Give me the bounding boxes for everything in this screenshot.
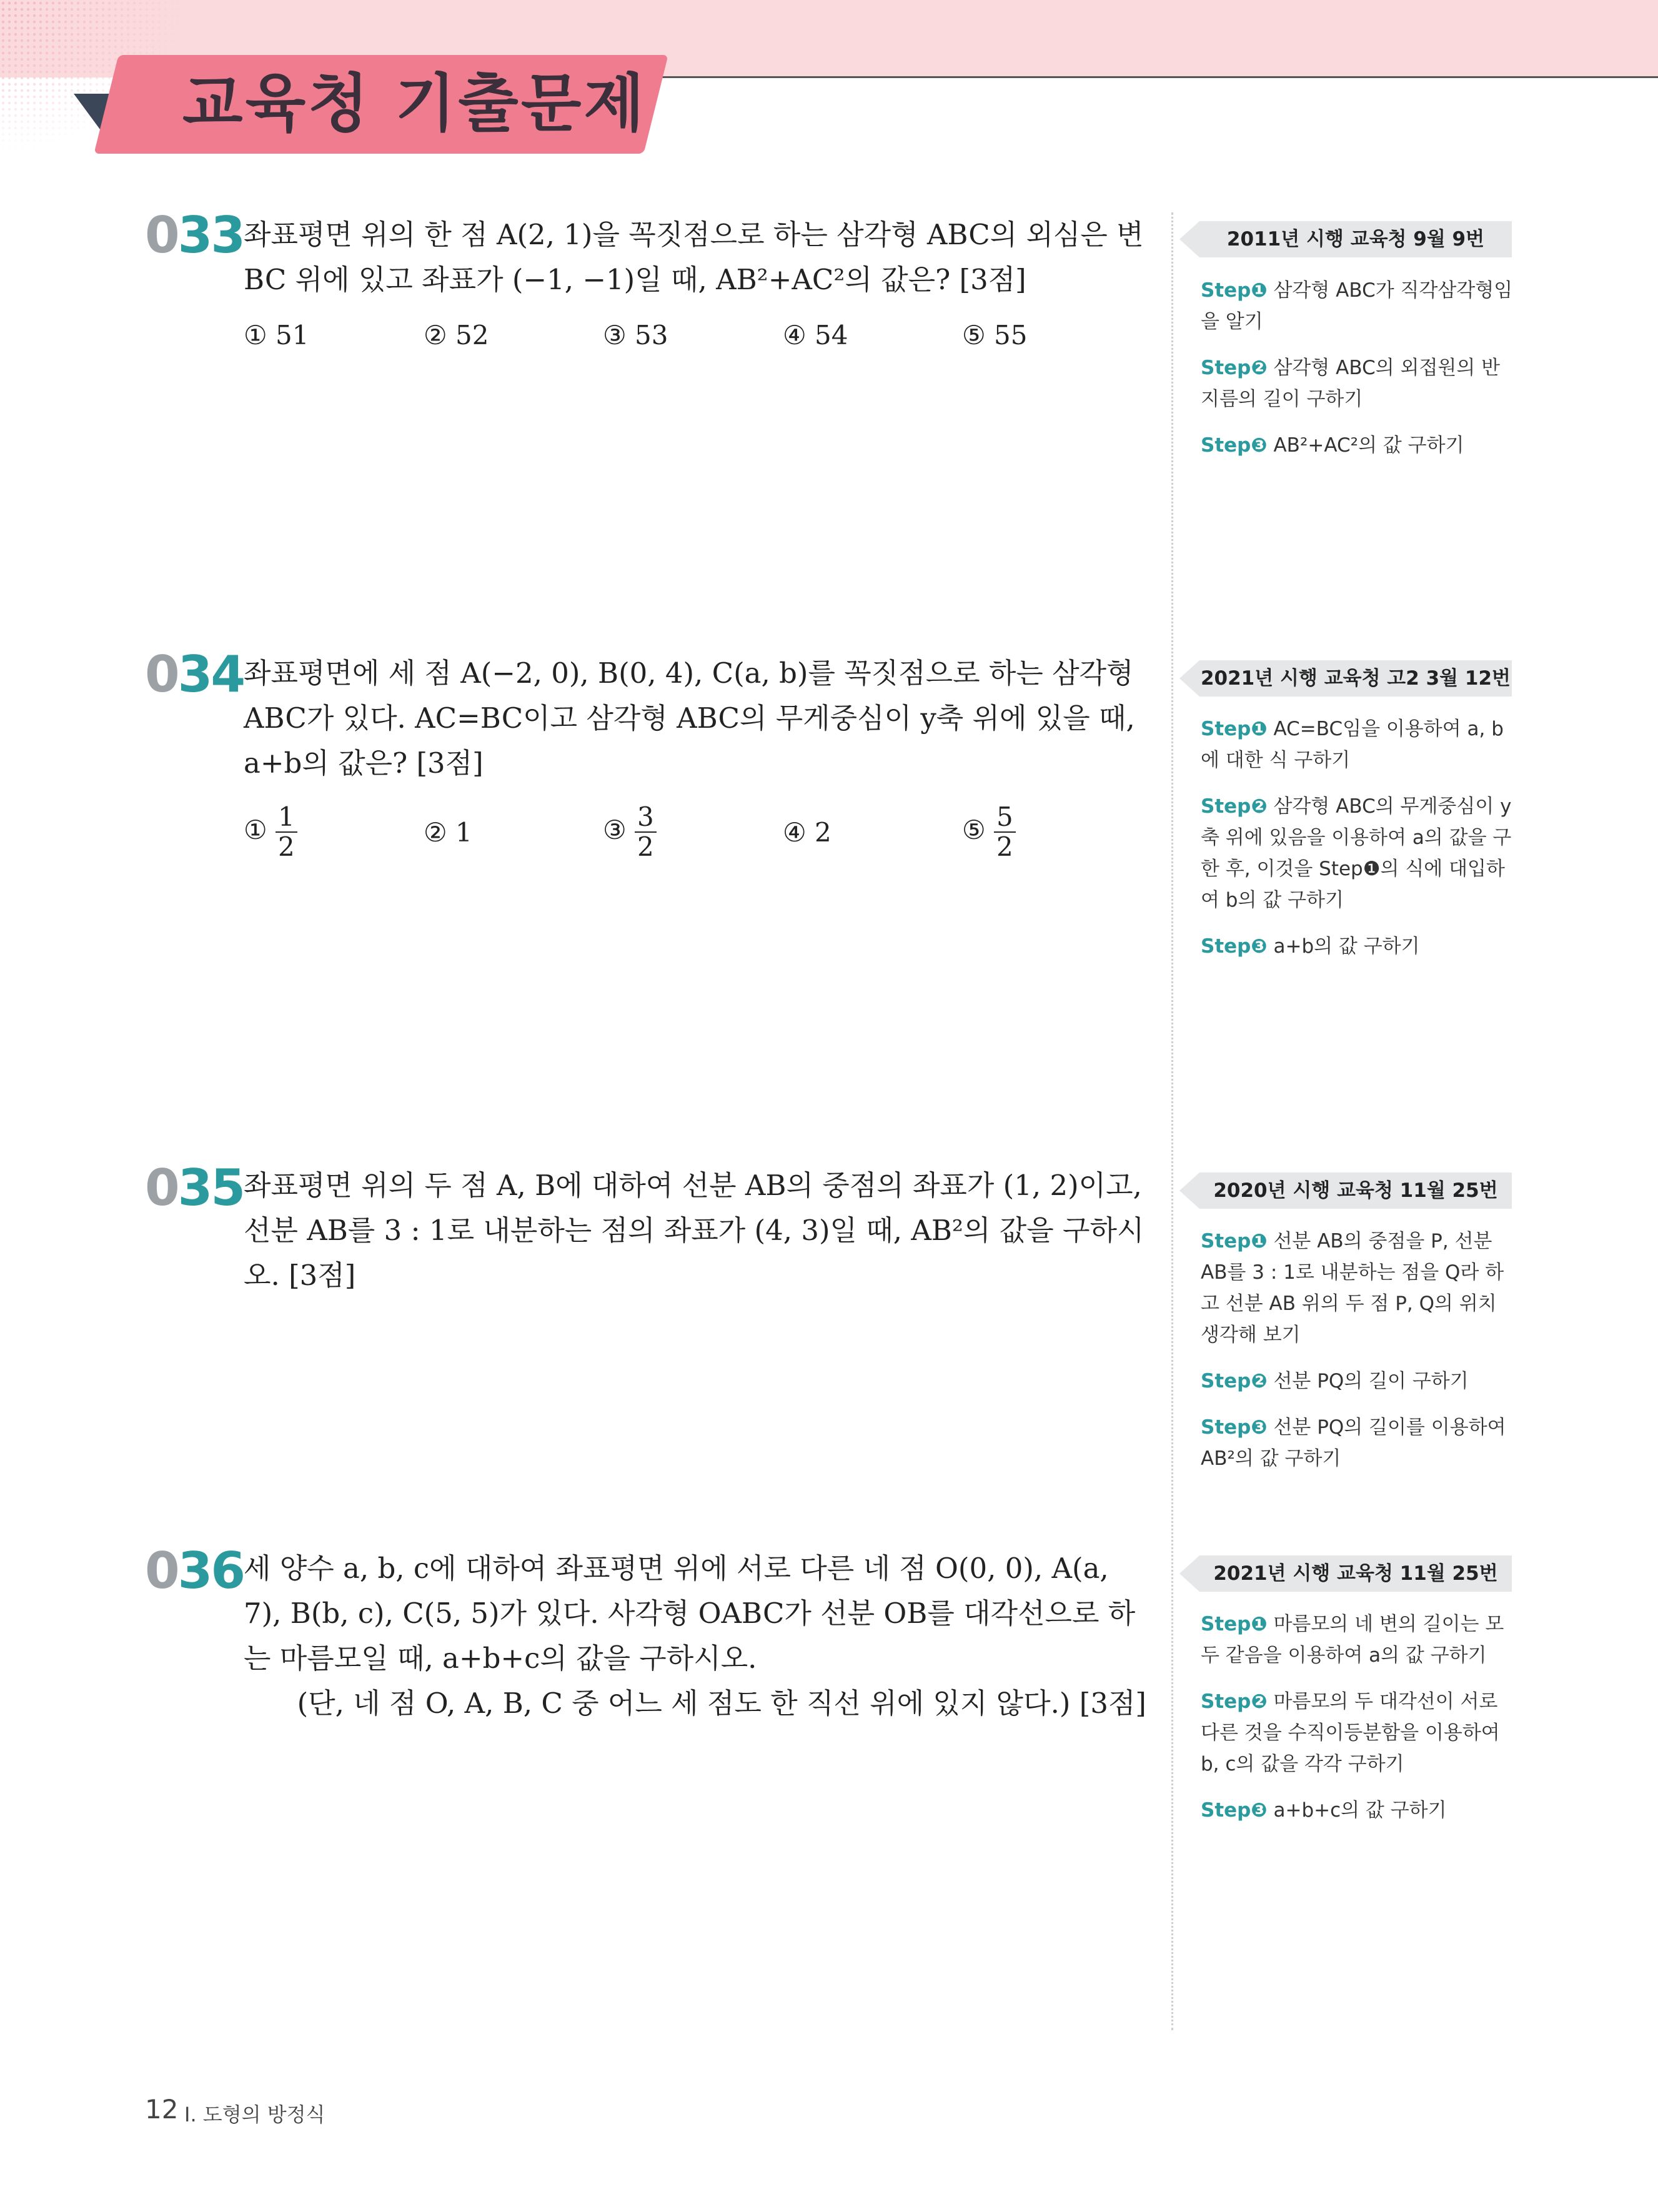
problem-number: 034 [145, 645, 244, 703]
problem-number: 033 [145, 206, 244, 264]
step-text: 삼각형 ABC의 외접원의 반지름의 길이 구하기 [1201, 357, 1501, 410]
chapter-label: I. 도형의 방정식 [184, 2103, 325, 2126]
step-label: Step❶ [1201, 718, 1268, 740]
answer-option: ⑤ $\frac{5}{2}$ [962, 803, 1016, 861]
step-label: Step❸ [1201, 1799, 1268, 1822]
problem-note: (단, 네 점 O, A, B, C 중 어느 세 점도 한 직선 위에 있지 않다.) [3점] [297, 1687, 1146, 1720]
step-text: a+b의 값 구하기 [1273, 935, 1420, 958]
step-text: AC=BC임을 이용하여 a, b에 대한 식 구하기 [1201, 718, 1504, 771]
step-hints [1201, 275, 1514, 476]
step-label: Step❶ [1201, 1613, 1268, 1635]
source-tag: 2021년 시행 교육청 11월 25번 [1199, 1555, 1512, 1592]
column-divider [1171, 212, 1173, 2030]
answer-option: ④ 54 [783, 320, 848, 350]
answer-option: ③ $\frac{3}{2}$ [603, 803, 657, 861]
step-text: AB²+AC²의 값 구하기 [1273, 434, 1464, 457]
problem-text: 좌표평면에 세 점 A(−2, 0), B(0, 4), C(a, b)를 꼭짓점으로 하는 삼각형 ABC가 있다. AC=BC이고 삼각형 ABC의 무게중심이 y축 위에 있을 때, a+b의 값은? [3점] [244, 657, 1135, 780]
step-hints [1201, 1226, 1514, 1489]
answer-option: ⑤ 55 [962, 320, 1028, 350]
problem-text: 좌표평면 위의 한 점 A(2, 1)을 꼭짓점으로 하는 삼각형 ABC의 외심은 변 BC 위에 있고 좌표가 (−1, −1)일 때, AB²+AC²의 값은? [3점] [244, 218, 1144, 296]
source-tag-arrow [1179, 221, 1199, 257]
step-text: 마름모의 네 변의 길이는 모두 같음을 이용하여 a의 값 구하기 [1201, 1613, 1504, 1667]
step-label: Step❸ [1201, 434, 1268, 457]
problem-text: 좌표평면 위의 두 점 A, B에 대하여 선분 AB의 중점의 좌표가 (1, 2)이고, 선분 AB를 3 : 1로 내분하는 점의 좌표가 (4, 3)일 때, AB²의 값을 구하시오. [3점] [244, 1169, 1144, 1292]
answer-option: ② 52 [424, 320, 489, 350]
answer-option: ① 51 [244, 320, 309, 350]
step-text: 선분 PQ의 길이 구하기 [1273, 1370, 1469, 1392]
answer-option: ② 1 [424, 817, 472, 848]
step-text: 삼각형 ABC의 무게중심이 y축 위에 있음을 이용하여 a의 값을 구한 후, 이것을 Step❶의 식에 대입하여 b의 값 구하기 [1201, 795, 1512, 911]
problem-text: 세 양수 a, b, c에 대하여 좌표평면 위에 서로 다른 네 점 O(0, 0), A(a, 7), B(b, c), C(5, 5)가 있다. 사각형 OABC가 선분 OB를 대각선으로 하는 마름모일 때, a+b+c의 값을 구하시오. [244, 1552, 1136, 1675]
step-text: 선분 PQ의 길이를 이용하여 AB²의 값 구하기 [1201, 1416, 1506, 1470]
step-text: 삼각형 ABC가 직각삼각형임을 알기 [1201, 279, 1513, 333]
answer-option: ① $\frac{1}{2}$ [244, 803, 297, 861]
source-tag: 2020년 시행 교육청 11월 25번 [1199, 1173, 1512, 1209]
step-text: 마름모의 두 대각선이 서로 다른 것을 수직이등분함을 이용하여 b, c의 값을 각각 구하기 [1201, 1690, 1500, 1775]
problem-number: 035 [145, 1159, 244, 1217]
step-text: 선분 AB의 중점을 P, 선분 AB를 3 : 1로 내분하는 점을 Q라 하고 선분 AB 위의 두 점 P, Q의 위치 생각해 보기 [1201, 1230, 1504, 1346]
page-number: 12 [145, 2094, 179, 2125]
step-label: Step❷ [1201, 1370, 1268, 1392]
step-label: Step❶ [1201, 1230, 1268, 1252]
answer-option: ③ 53 [603, 320, 668, 350]
source-tag-arrow [1179, 1555, 1199, 1592]
step-label: Step❸ [1201, 1416, 1268, 1439]
step-text: a+b+c의 값 구하기 [1273, 1799, 1447, 1822]
source-tag: 2021년 시행 교육청 고2 3월 12번 [1199, 660, 1512, 697]
step-hints [1201, 1609, 1514, 1841]
source-tag-arrow [1179, 660, 1199, 697]
problem-number: 036 [145, 1542, 244, 1600]
step-label: Step❸ [1201, 935, 1268, 958]
step-label: Step❷ [1201, 795, 1268, 818]
step-label: Step❶ [1201, 279, 1268, 302]
answer-option: ④ 2 [783, 817, 831, 848]
source-tag-arrow [1179, 1173, 1199, 1209]
source-tag: 2011년 시행 교육청 9월 9번 [1199, 221, 1512, 257]
step-hints [1201, 713, 1514, 977]
step-label: Step❷ [1201, 357, 1268, 379]
header-rule [625, 76, 1658, 78]
step-label: Step❷ [1201, 1690, 1268, 1713]
page-title: 교육청 기출문제 [182, 67, 647, 140]
